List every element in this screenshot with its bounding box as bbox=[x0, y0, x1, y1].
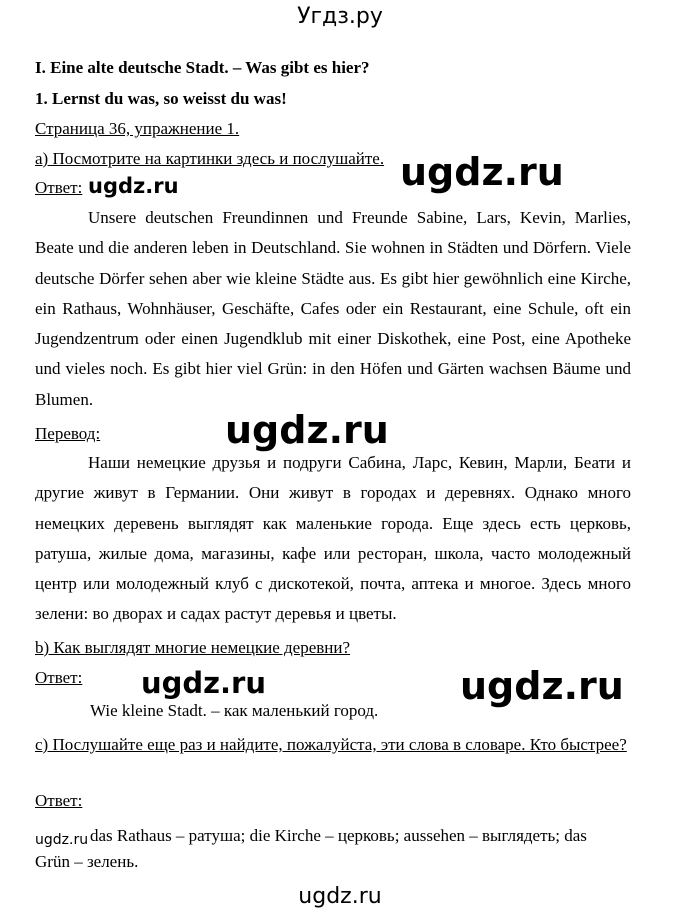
task-c-answer-label: Ответ: bbox=[35, 791, 83, 810]
task-c-answer-line1: das Rathaus – ратуша; die Kirche – церковь; aussehen – выглядеть; das bbox=[90, 826, 587, 845]
task-b-question: b) Как выглядят многие немецкие деревни? bbox=[35, 638, 351, 657]
page-reference: Страница 36, упражнение 1. bbox=[35, 119, 240, 138]
site-header: Угдз.ру bbox=[297, 4, 383, 29]
footer-watermark: ugdz.ru bbox=[298, 884, 382, 909]
task-a-answer-label: Ответ: bbox=[35, 178, 83, 197]
watermark-large-3: ugdz.ru bbox=[460, 664, 624, 708]
watermark-large-2: ugdz.ru bbox=[225, 408, 389, 452]
subsection-title: 1. Lernst du was, so weisst du was! bbox=[35, 89, 287, 108]
watermark-small-1: ugdz.ru bbox=[88, 174, 179, 198]
task-b-answer-label: Ответ: bbox=[35, 668, 83, 687]
section-title: I. Eine alte deutsche Stadt. – Was gibt es hier? bbox=[35, 58, 370, 77]
watermark-tiny: ugdz.ru bbox=[35, 832, 89, 848]
task-c-answer-line2: Grün – зелень. bbox=[35, 852, 139, 871]
watermark-large-1: ugdz.ru bbox=[400, 150, 564, 194]
task-a-question: a) Посмотрите на картинки здесь и послушайте. bbox=[35, 149, 385, 168]
translation-text: Наши немецкие друзья и подруги Сабина, Ларс, Кевин, Марли, Беати и другие живут в Германии. Они живут в городах и деревнях. Однако много немецких деревень выглядят как маленькие города. Еще здесь есть церковь, ратуша, жилые дома, магазины, кафе или ресторан, школа, часто молодежный центр или молодежный клуб с дискотекой, почта, аптека и многое. Здесь много зелени: во дворах и садах растут деревья и цветы. bbox=[35, 453, 631, 624]
task-c-question: c) Послушайте еще раз и найдите, пожалуйста, эти слова в словаре. Кто быстрее? bbox=[35, 735, 627, 754]
task-b-answer: Wie kleine Stadt. – как маленький город. bbox=[90, 701, 379, 720]
translation-label: Перевод: bbox=[35, 424, 101, 443]
task-a-answer-text: Unsere deutschen Freundinnen und Freunde Sabine, Lars, Kevin, Marlies, Beate und die anderen leben in Deutschland. Sie wohnen in Städten und Dörfern. Viele deutsche Dörfer sehen aber wie kleine Städte aus. Es gibt hier gewöhnlich eine Kirche, ein Rathaus, Wohnhäuser, Geschäfte, Cafes oder ein Restaurant, eine Schule, oft ein Jugendzentrum oder einen Jugendklub mit einer Diskothek, eine Post, eine Apotheke und vieles noch. Es gibt hier viel Grün: in den Höfen und Gärten wachsen Bäume und Blumen. bbox=[35, 208, 631, 409]
watermark-small-2: ugdz.ru bbox=[141, 666, 267, 700]
